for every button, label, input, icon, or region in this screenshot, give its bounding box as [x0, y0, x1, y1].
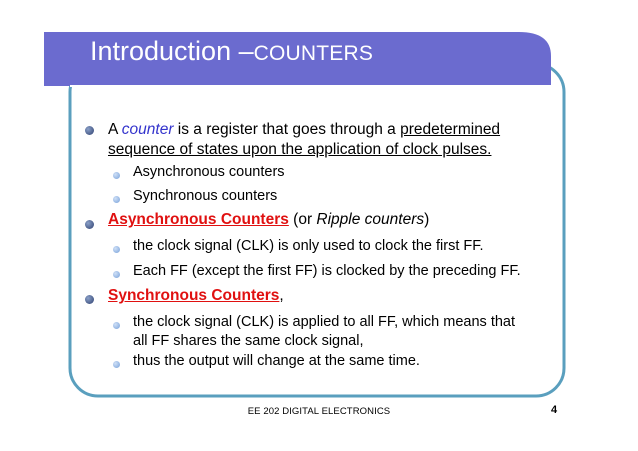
- sub-bullet-icon: [113, 196, 120, 203]
- sub-bullet-icon: [113, 361, 120, 368]
- bullet-icon: [85, 126, 94, 135]
- underlined-text: sequence of states upon the application of clock pulses.: [108, 141, 492, 158]
- italic-text: Ripple counters: [316, 211, 425, 228]
- keyword-async-counters: Asynchronous Counters: [108, 211, 289, 228]
- sub-bullet-async-ff: Each FF (except the first FF) is clocked by the preceding FF.: [133, 263, 521, 279]
- sub-bullet-sync: Synchronous counters: [133, 188, 278, 204]
- underlined-text: predetermined: [400, 121, 501, 138]
- text: A: [108, 121, 122, 138]
- keyword-counter: counter: [121, 121, 174, 138]
- bullet-counter-definition: [108, 120, 500, 140]
- sub-bullet-async-clk: the clock signal (CLK) is only used to clock the first FF.: [133, 238, 484, 254]
- sub-bullet-sync-output: thus the output will change at the same time.: [133, 353, 420, 369]
- sub-bullet-sync-clk-line2: all FF shares the same clock signal,: [133, 333, 364, 349]
- text: ): [424, 211, 430, 228]
- sub-bullet-icon: [113, 322, 120, 329]
- sub-bullet-sync-clk: the clock signal (CLK) is applied to all FF, which means that: [133, 314, 516, 330]
- bullet-async-counters: [108, 210, 429, 230]
- text: (or: [288, 211, 317, 228]
- title-main: Introduction –: [90, 36, 254, 66]
- bullet-icon: [85, 220, 94, 229]
- keyword-sync-counters: Synchronous Counters: [108, 287, 280, 304]
- bullet-icon: [85, 295, 94, 304]
- title-sub: COUNTERS: [253, 42, 374, 65]
- bullet-sync-counters: [108, 286, 284, 306]
- bullet-counter-definition-line2: [108, 140, 491, 160]
- sub-bullet-async: Asynchronous counters: [133, 164, 285, 180]
- sub-bullet-icon: [113, 246, 120, 253]
- text: is a register that goes through a: [173, 121, 401, 138]
- footer-course: EE 202 DIGITAL ELECTRONICS: [247, 406, 391, 417]
- sub-bullet-icon: [113, 271, 120, 278]
- page-number: 4: [551, 404, 558, 416]
- text: ,: [279, 287, 284, 304]
- sub-bullet-icon: [113, 172, 120, 179]
